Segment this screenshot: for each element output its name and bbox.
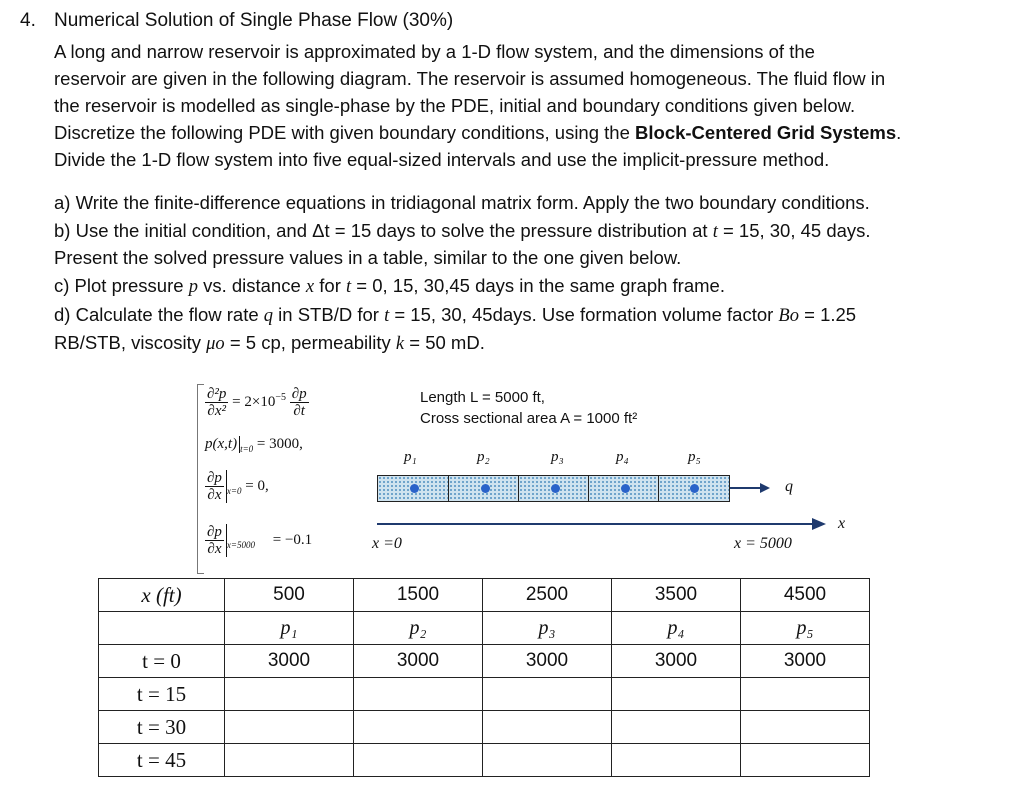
frac-den: ∂x² xyxy=(207,403,226,419)
table-cell: p₃ xyxy=(483,612,612,645)
x-start-label: x =0 xyxy=(372,535,402,552)
table-cell xyxy=(354,711,483,744)
part-d-text-6: = 5 cp, permeability xyxy=(224,332,396,353)
pressure-table xyxy=(98,578,870,777)
table-cell xyxy=(741,678,870,711)
table-cell: 3000 xyxy=(354,645,483,678)
var-p: p xyxy=(188,277,198,297)
intro-line-5: Divide the 1-D flow system into five equal-sized intervals and use the implicit-pressure method. xyxy=(54,149,830,170)
table-cell xyxy=(741,744,870,777)
grid-system-emphasis: Block-Centered Grid Systems xyxy=(635,122,897,143)
var-mu: μo xyxy=(206,334,225,354)
var-x: x xyxy=(305,277,315,297)
table-row xyxy=(99,744,870,777)
intro-line-2: reservoir are given in the following diagram. The reservoir is assumed homogeneous. The fluid flow in xyxy=(54,68,886,89)
part-d-text-3: = 15, 30, 45days. Use formation volume factor xyxy=(389,304,779,325)
frac-num: ∂p xyxy=(291,386,307,402)
q-label: q xyxy=(785,478,793,495)
intro-line-4-end: . xyxy=(896,122,902,143)
length-label: Length L = 5000 ft, xyxy=(420,389,545,406)
table-cell xyxy=(741,711,870,744)
row-label: t = 0 xyxy=(99,645,225,678)
table-cell xyxy=(225,711,354,744)
outflow-arrow-head xyxy=(760,483,770,493)
table-cell xyxy=(354,744,483,777)
problem-number: 4. xyxy=(20,10,36,31)
var-t: t xyxy=(346,277,352,297)
part-d-text-1: d) Calculate the flow rate xyxy=(54,304,264,325)
exponent: −5 xyxy=(275,391,286,403)
x-end-label: x = 5000 xyxy=(734,535,792,552)
part-b-text: b) Use the initial condition, and Δt = 15 days to solve the pressure distribution at xyxy=(54,220,713,241)
table-cell xyxy=(99,612,225,645)
table-cell: p₄ xyxy=(612,612,741,645)
table-row xyxy=(99,612,870,645)
table-cell: 4500 xyxy=(741,579,870,612)
block-label-p2: p₂ xyxy=(477,449,490,465)
block-label-p4: p₄ xyxy=(616,449,629,465)
ic-sub: t=0 xyxy=(240,444,254,454)
var-k: k xyxy=(395,334,405,354)
table-cell: 2500 xyxy=(483,579,612,612)
ic-expr: p(x,t) xyxy=(205,436,240,453)
var-t: t xyxy=(712,222,718,242)
part-d-text-2: in STB/D for xyxy=(273,304,385,325)
table-row xyxy=(99,678,870,711)
x-axis-label: x xyxy=(838,515,846,532)
table-cell xyxy=(612,678,741,711)
table-cell: 500 xyxy=(225,579,354,612)
frac-den: ∂x xyxy=(207,487,222,503)
table-cell xyxy=(483,678,612,711)
coef: = 2×10 xyxy=(232,393,276,410)
var-q: q xyxy=(263,306,274,326)
intro-line-3: the reservoir is modelled as single-phase by the PDE, initial and boundary conditions given below. xyxy=(54,95,856,116)
bc1-value: = 0, xyxy=(245,477,269,494)
block-label-p3: p₃ xyxy=(551,449,564,465)
x-axis-arrow-head xyxy=(812,518,826,530)
part-c-text-2: vs. distance xyxy=(197,275,306,296)
part-d-text-5: RB/STB, viscosity xyxy=(54,332,207,353)
table-cell: p₅ xyxy=(741,612,870,645)
row-label: t = 45 xyxy=(99,744,225,777)
intro-line-1: A long and narrow reservoir is approximated by a 1-D flow system, and the dimensions of the xyxy=(54,41,815,62)
bc2-sub: x=5000 xyxy=(226,539,255,550)
part-c-text-3: for xyxy=(314,275,346,296)
part-d-text-7: = 50 mD. xyxy=(404,332,485,353)
table-cell: 3000 xyxy=(225,645,354,678)
problem-title: Numerical Solution of Single Phase Flow (30%) xyxy=(54,10,454,31)
table-cell xyxy=(354,678,483,711)
bc1-sub: x=0 xyxy=(226,485,242,496)
table-cell xyxy=(483,744,612,777)
part-b-line-2: Present the solved pressure values in a table, similar to the one given below. xyxy=(54,247,682,268)
block-label-p1: p₁ xyxy=(404,449,417,465)
bc2-value: = −0.1 xyxy=(272,531,313,548)
table-cell xyxy=(225,678,354,711)
table-cell xyxy=(483,711,612,744)
table-cell xyxy=(612,711,741,744)
table-row xyxy=(99,711,870,744)
part-b-text-end: = 15, 30, 45 days. xyxy=(717,220,871,241)
table-cell: 3000 xyxy=(612,645,741,678)
table-cell xyxy=(225,744,354,777)
part-d-text-4: = 1.25 xyxy=(798,304,857,325)
frac-den: ∂x xyxy=(207,541,222,557)
table-cell: 3500 xyxy=(612,579,741,612)
var-bo: Bo xyxy=(778,306,799,326)
row-label: t = 30 xyxy=(99,711,225,744)
frac-den: ∂t xyxy=(293,403,305,419)
area-label: Cross sectional area A = 1000 ft² xyxy=(420,410,638,427)
table-cell: 3000 xyxy=(741,645,870,678)
table-cell: p₂ xyxy=(354,612,483,645)
table-cell: p₁ xyxy=(225,612,354,645)
ic-value: = 3000, xyxy=(256,436,303,452)
table-cell xyxy=(612,744,741,777)
part-c-text-1: c) Plot pressure xyxy=(54,275,189,296)
frac-num: ∂p xyxy=(207,524,222,540)
block-label-p5: p₅ xyxy=(688,449,701,465)
var-t: t xyxy=(384,306,390,326)
table-row xyxy=(99,579,870,612)
row-label: t = 15 xyxy=(99,678,225,711)
frac-num: ∂p xyxy=(207,470,222,486)
part-c-text-4: = 0, 15, 30,45 days in the same graph frame. xyxy=(351,275,725,296)
part-a: a) Write the finite-difference equations in tridiagonal matrix form. Apply the two boundary conditions. xyxy=(54,192,870,213)
table-cell: 3000 xyxy=(483,645,612,678)
intro-line-4-text: Discretize the following PDE with given boundary conditions, using the xyxy=(54,122,636,143)
frac-num: ∂²p xyxy=(207,386,227,402)
table-cell: 1500 xyxy=(354,579,483,612)
table-row xyxy=(99,645,870,678)
x-header: x (ft) xyxy=(99,579,225,612)
